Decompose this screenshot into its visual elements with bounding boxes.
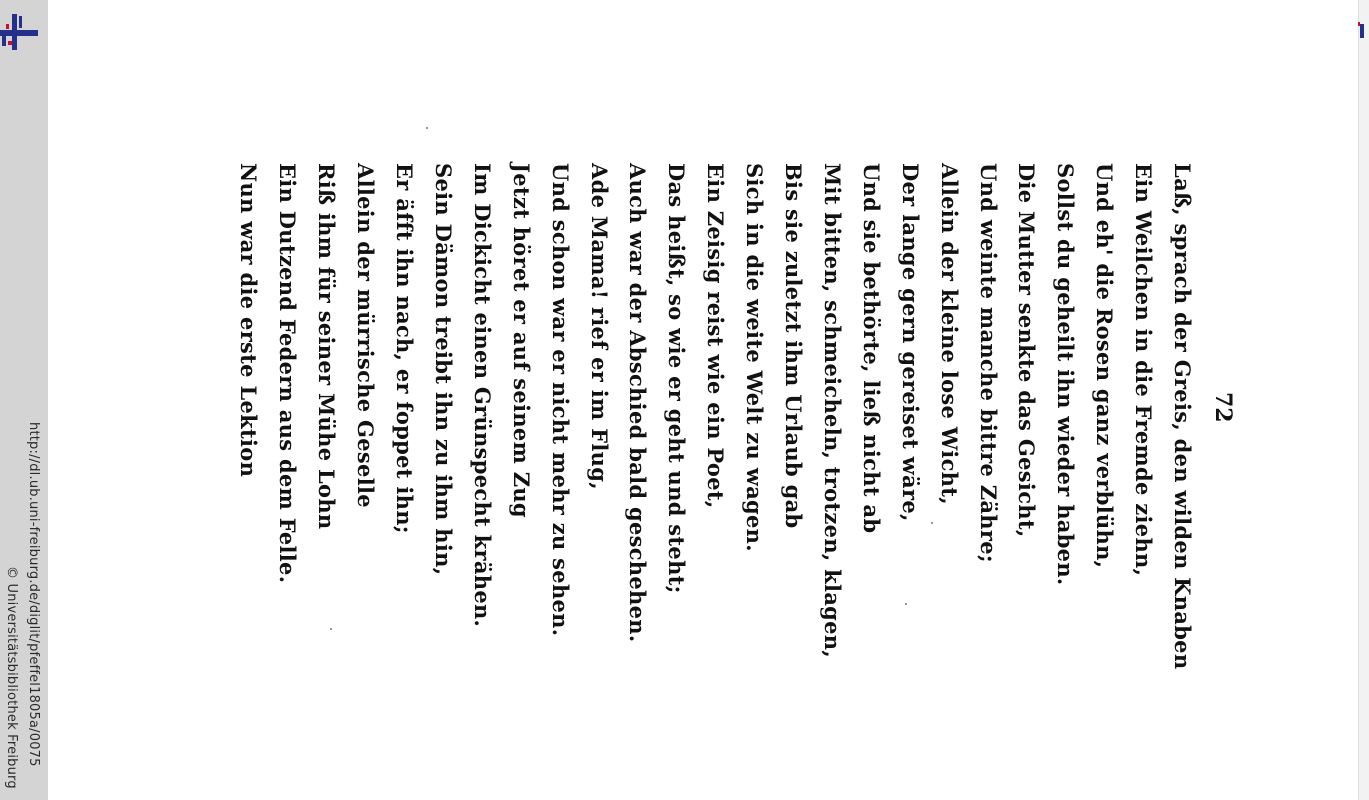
poem-line: Allein der mürrische Geselle — [353, 163, 379, 508]
poem-line: Sein Dämon treibt ihn zu ihm hin, — [430, 163, 456, 576]
poem-line: Sich in die weite Welt zu wagen. — [742, 163, 768, 552]
poem-line: Und sie bethörte, ließ nicht ab — [858, 163, 884, 534]
poem-line: Bis sie zuletzt ihm Urlaub gab — [781, 163, 806, 529]
poem-line: Im Dickicht einen Grünspecht krähen. — [469, 163, 495, 628]
poem-line: Ein Weilchen in die Fremde ziehn, — [1131, 163, 1157, 577]
poem-line: Das heißt, so wie er geht und steht; — [664, 163, 690, 594]
poem-line: Allein der kleine lose Wicht, — [936, 163, 962, 505]
scan-speck — [330, 628, 332, 630]
sidebar-strip — [0, 0, 49, 800]
scan-speck — [905, 603, 907, 605]
poem-line: Ein Dutzend Federn aus dem Felle. — [275, 163, 301, 584]
edge-marker-blue — [1360, 24, 1364, 38]
scan-speck — [931, 522, 933, 524]
source-url[interactable]: http://dl.ub.uni-freiburg.de/diglit/pfeffel1805a/0075 — [26, 422, 41, 767]
poem-line: Laß, sprach der Greis, den wilden Knaben — [1170, 163, 1195, 670]
poem-line: Und weinte manche bittre Zähre; — [975, 163, 1001, 563]
poem-line: Sollst du geheilt ihn wieder haben. — [1053, 163, 1079, 586]
poem-line: Riß ihm für seiner Mühe Lohn — [314, 163, 340, 530]
page-number: 72 — [1210, 392, 1236, 423]
edge-marker-red — [1358, 22, 1360, 26]
poem-line: Die Mutter senkte das Gesicht, — [1014, 163, 1040, 538]
poem-line: Mit bitten, schmeicheln, trotzen, klagen, — [819, 163, 845, 658]
poem-line: Der lange gern gereiset wäre, — [897, 163, 923, 522]
poem-line: Und schon war er nicht mehr zu sehen. — [547, 163, 573, 637]
poem-line: Nun war die erste Lektion — [236, 163, 262, 478]
poem-line: Ade Mama! rief er im Flug, — [586, 163, 612, 490]
ub-freiburg-logo-icon — [0, 14, 42, 50]
poem-line: Ein Zeisig reist wie ein Poet, — [703, 163, 729, 509]
copyright-notice: © Universitätsbibliothek Freiburg — [4, 566, 19, 789]
poem-line: Und eh' die Rosen ganz verblühn, — [1092, 163, 1118, 569]
poem-line: Auch war der Abschied bald geschehen. — [625, 163, 651, 643]
scan-speck — [426, 127, 428, 129]
page-edge — [1358, 0, 1369, 800]
poem-line: Jetzt höret er auf seinem Zug — [508, 163, 534, 518]
poem-line: Er äfft ihn nach, er foppet ihn; — [392, 163, 417, 534]
